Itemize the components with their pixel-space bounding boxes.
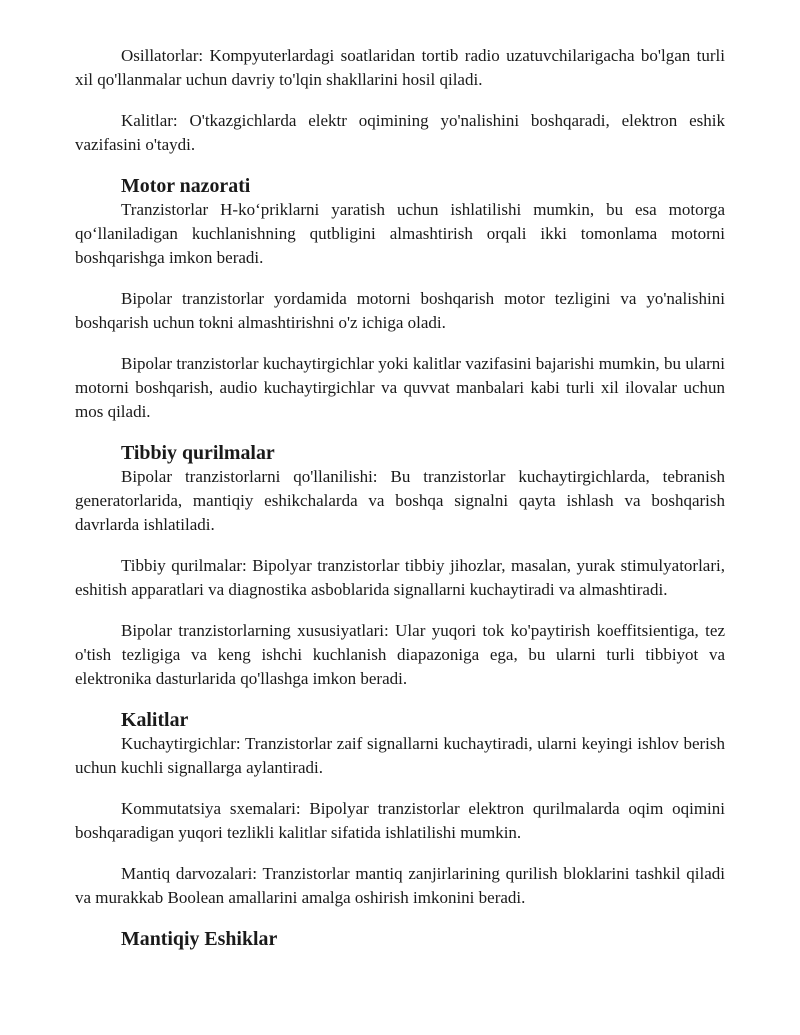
section-motor-control bbox=[75, 174, 725, 424]
document-page bbox=[75, 44, 725, 968]
intro-block bbox=[75, 44, 725, 157]
paragraph-switches: Kalitlar: O'tkazgichlarda elektr oqimining yo'nalishini boshqaradi, elektron eshik vazifasini o'taydi. bbox=[75, 111, 725, 154]
section-heading: Motor nazorati bbox=[121, 175, 251, 197]
paragraph: Bipolar tranzistorlarni qo'llanilishi: Bu tranzistorlar kuchaytirgichlarda, tebranish generatorlarida, mantiqiy eshikchalarda va boshqa signalni qayta ishlash va boshqarish davrlarda ishlatiladi. bbox=[75, 467, 725, 534]
section-heading: Mantiqiy Eshiklar bbox=[121, 928, 278, 950]
paragraph: Tibbiy qurilmalar: Bipolyar tranzistorlar tibbiy jihozlar, masalan, yurak stimulyatorlari, eshitish apparatlari va diagnostika asboblarida signallarni kuchaytiradi va almashtiradi. bbox=[75, 556, 725, 599]
section-heading: Tibbiy qurilmalar bbox=[121, 442, 275, 464]
section-switches bbox=[75, 708, 725, 910]
paragraph-oscillators: Osillatorlar: Kompyuterlardagi soatlaridan tortib radio uzatuvchilarigacha bo'lgan turli xil qo'llanmalar uchun davriy to'lqin shakllarini hosil qiladi. bbox=[75, 46, 725, 89]
paragraph: Bipolar tranzistorlar yordamida motorni boshqarish motor tezligini va yo'nalishini boshqarish uchun tokni almashtirishni o'z ichiga oladi. bbox=[75, 289, 725, 332]
section-heading: Kalitlar bbox=[121, 709, 189, 731]
section-logic-gates bbox=[75, 927, 725, 951]
paragraph: Mantiq darvozalari: Tranzistorlar mantiq zanjirlarining qurilish bloklarini tashkil qiladi va murakkab Boolean amallarini amalga oshirish imkonini beradi. bbox=[75, 864, 725, 907]
paragraph: Bipolar tranzistorlar kuchaytirgichlar yoki kalitlar vazifasini bajarishi mumkin, bu ularni motorni boshqarish, audio kuchaytirgichlar va quvvat manbalari kabi turli xil ilovalar uchun mos qiladi. bbox=[75, 354, 725, 421]
paragraph: Tranzistorlar H-koʻpriklarni yaratish uchun ishlatilishi mumkin, bu esa motorga qoʻllaniladigan kuchlanishning qutbligini almashtirish orqali ikki tomonlama motorni boshqarishga imkon beradi. bbox=[75, 200, 725, 267]
paragraph: Kommutatsiya sxemalari: Bipolyar tranzistorlar elektron qurilmalarda oqim oqimini boshqaradigan yuqori tezlikli kalitlar sifatida ishlatilishi mumkin. bbox=[75, 799, 725, 842]
section-medical-devices bbox=[75, 441, 725, 691]
paragraph: Kuchaytirgichlar: Tranzistorlar zaif signallarni kuchaytiradi, ularni keyingi ishlov berish uchun kuchli signallarga aylantiradi. bbox=[75, 734, 725, 777]
paragraph: Bipolar tranzistorlarning xususiyatlari: Ular yuqori tok ko'paytirish koeffitsientiga, tez o'tish tezligiga va keng ishchi kuchlanish diapazoniga ega, bu ularni turli tibbiyot va elektronika dasturlarida qo'llashga imkon beradi. bbox=[75, 621, 725, 688]
